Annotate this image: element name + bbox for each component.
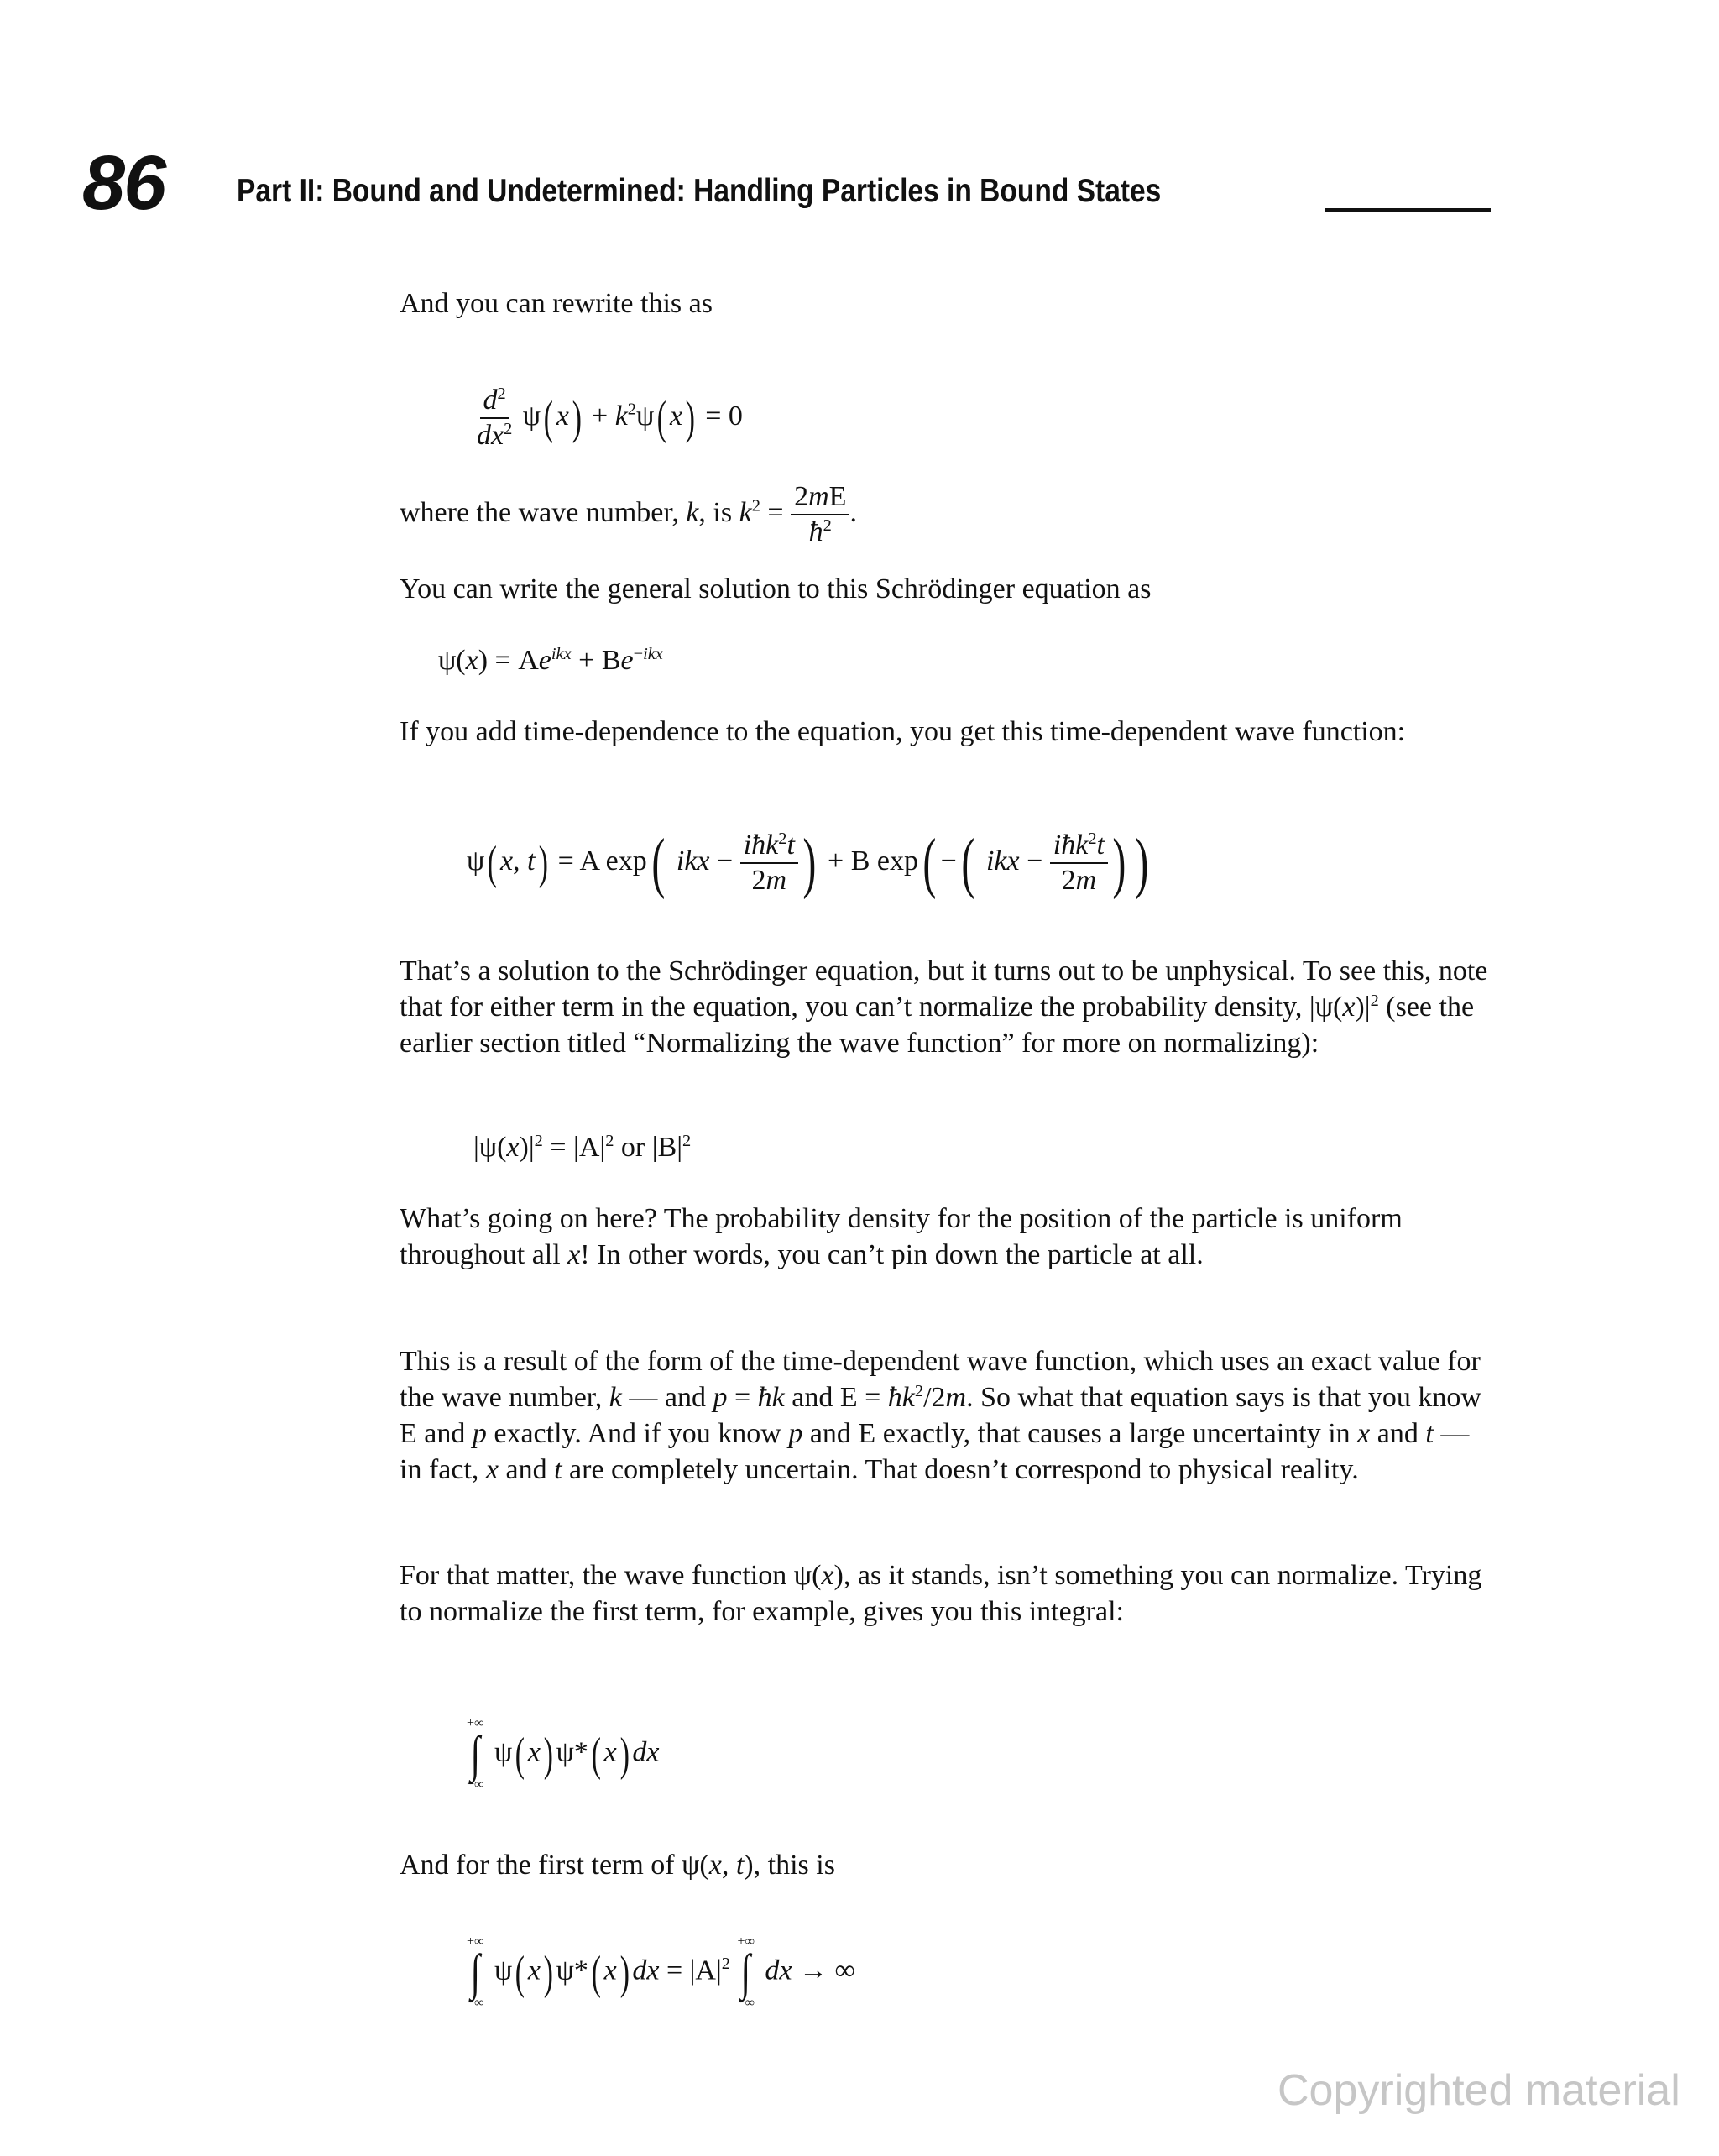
paragraph-time-dependence: If you add time-dependence to the equation, you get this time-dependent wave function: <box>400 716 1406 747</box>
header-rule <box>1325 208 1491 212</box>
equation-divergent-integral: +∞ ∫ −∞ ψ( x) ψ*( x) dx = $|A|^2$ +∞ ∫ −∞ dx → ∞ <box>467 1934 855 2010</box>
paragraph-normalize: For that matter, the wave function ψ(x), as it stands, isn’t something you can normalize. Trying to normalize the first term, for example, gives you this integral: <box>400 1560 1482 1627</box>
integral-sign: +∞ ∫ −∞ <box>737 1934 755 2010</box>
running-head: Part II: Bound and Undetermined: Handling Particles in Bound States <box>237 173 1162 209</box>
equation-time-dependent: ψ( x, t) = A exp( ikx − $\frac{iħk^2t}{2m}$ ) + B exp( −( ikx − $\frac{iħk^2t}{2m}$ ) ) <box>467 826 1148 900</box>
paragraph-uniform: What’s going on here? The probability density for the position of the particle is uniform throughout all x! In other words, you can’t pin down the particle at all. <box>400 1203 1403 1270</box>
page-number: 86 <box>82 140 165 226</box>
equation-general-solution: $\psi(x) = Ae^{ikx} + Be^{-ikx}$ <box>438 644 663 676</box>
integral-sign: +∞ ∫ −∞ <box>467 1934 484 2010</box>
paragraph-wave-number: where the wave number, k, is $k^2$ = $\frac{2mE}{ħ^2}$ . <box>400 481 857 547</box>
copyright-watermark: Copyrighted material <box>1277 2066 1680 2115</box>
paragraph-rewrite: And you can rewrite this as <box>400 288 713 319</box>
paragraph-exact-value: This is a result of the form of the time-dependent wave function, which uses an exact value for the wave number, k — and p = ħk and $E = ħk^2/2m$. So what that equation says is that you know E and p exactly. And if you know p and E exactly, that causes a large uncertainty in x and t — in fact, x and t are completely uncertain. That doesn’t correspond to physical reality. <box>400 1346 1481 1485</box>
integral-sign: +∞ ∫ −∞ <box>467 1716 484 1792</box>
paragraph-unphysical: That’s a solution to the Schrödinger equation, but it turns out to be unphysical. To see this, note that for either term in the equation, you can’t normalize the probability density, $|\psi(x)|^2$ (see the earlier section titled “Normalizing the wave function” for more on normalizing): <box>400 955 1488 1059</box>
equation-normalization-integral: +∞ ∫ −∞ ψ( x) ψ*( x) dx <box>467 1716 660 1792</box>
paragraph-general-solution: You can write the general solution to this Schrödinger equation as <box>400 573 1152 604</box>
paragraph-first-term: And for the first term of ψ(x, t), this is <box>400 1850 835 1881</box>
equation-schrodinger-free: $\frac{d^2}{dx^2}$ ψ( $x) + k^2\psi$( x) = 0 <box>477 384 743 451</box>
equation-probability-density: $|\psi(x)|^2 = |A|^2$ or $|B|^2$ <box>473 1131 692 1163</box>
